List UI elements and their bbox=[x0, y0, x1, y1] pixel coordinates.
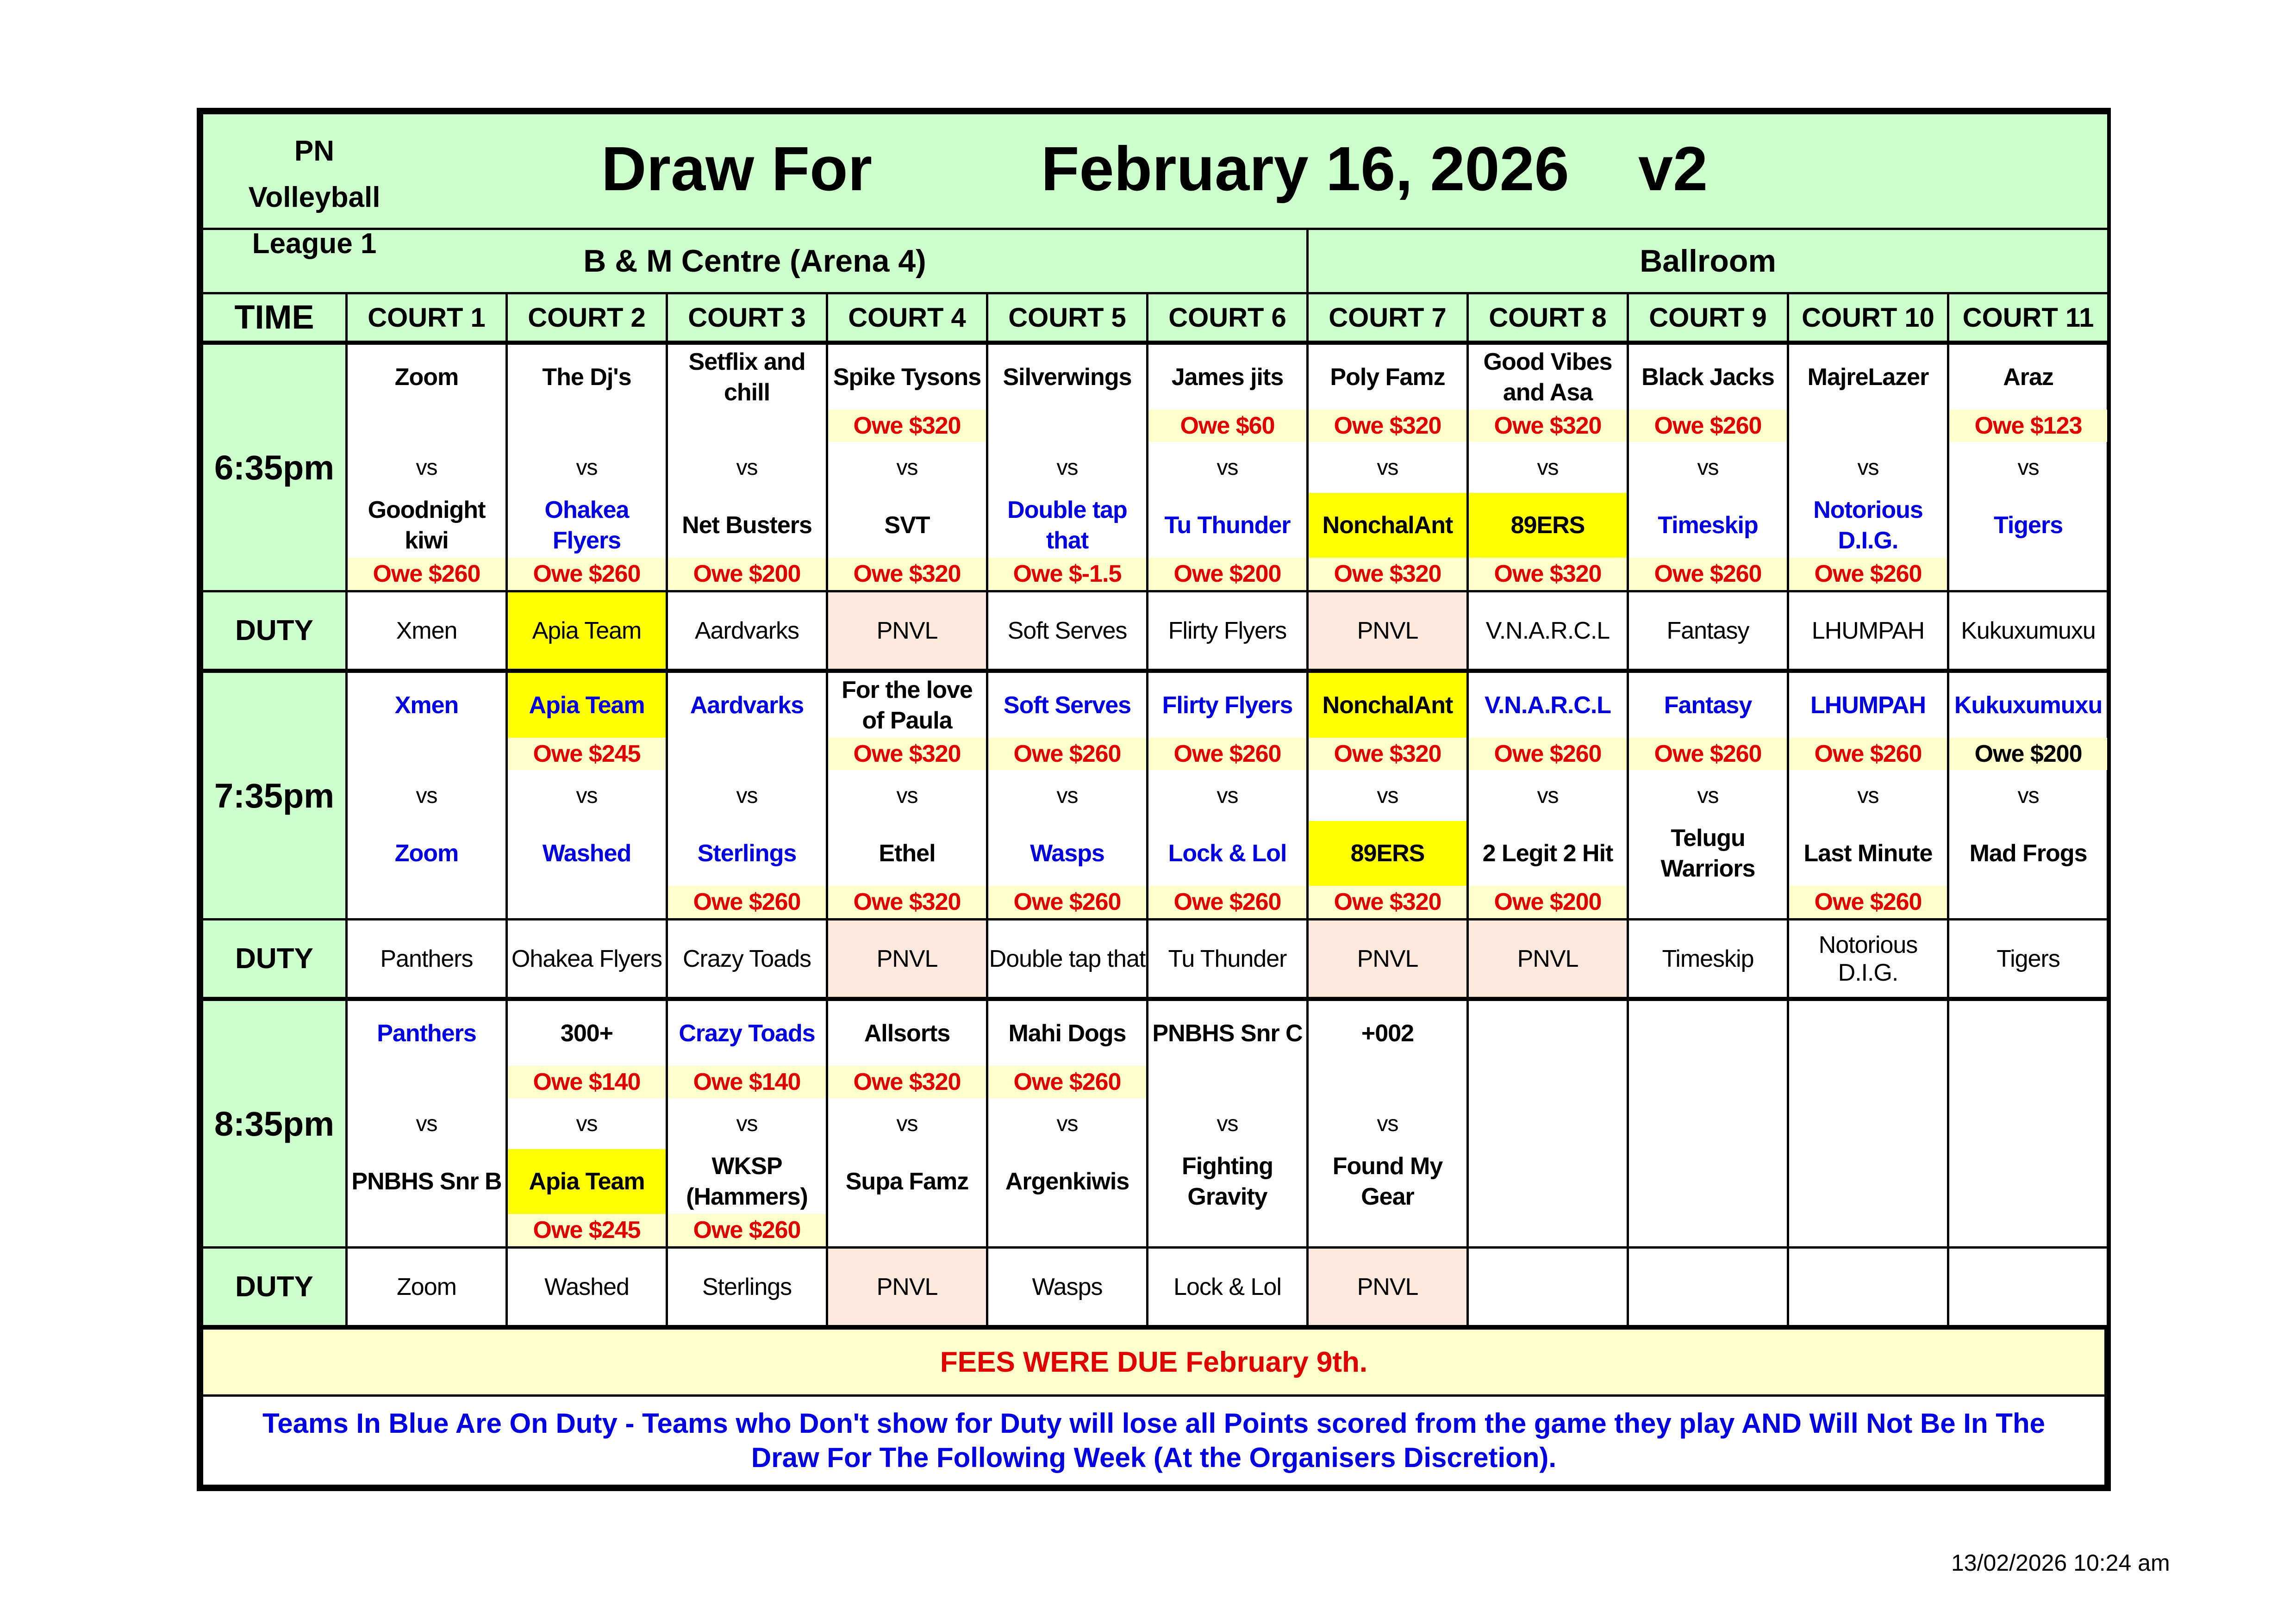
vs-label: vs bbox=[416, 1111, 437, 1136]
home-team: Zoom bbox=[394, 364, 459, 391]
duty-team: Zoom bbox=[347, 1248, 507, 1326]
home-team: LHUMPAH bbox=[1810, 692, 1926, 719]
slot-time: 6:35pm bbox=[202, 343, 347, 591]
duty-team: Flirty Flyers bbox=[1148, 591, 1308, 671]
match-cell bbox=[1628, 999, 1788, 1248]
duty-team: Crazy Toads bbox=[667, 920, 827, 999]
duty-team: PNVL bbox=[827, 920, 987, 999]
away-owe: Owe $260 bbox=[988, 886, 1146, 918]
duty-team bbox=[1948, 1248, 2109, 1326]
vs-label: vs bbox=[1217, 1111, 1238, 1136]
away-owe: Owe $320 bbox=[828, 886, 986, 918]
vs-label: vs bbox=[1857, 455, 1879, 480]
away-team bbox=[1629, 1149, 1787, 1214]
venue-left: B & M Centre (Arena 4) bbox=[202, 229, 1308, 293]
vs-label: vs bbox=[576, 1111, 598, 1136]
vs-label: vs bbox=[1377, 1111, 1398, 1136]
match-cell bbox=[1148, 671, 1308, 920]
home-owe: Owe $260 bbox=[1629, 410, 1787, 442]
away-owe: Owe $260 bbox=[1789, 886, 1947, 918]
away-owe: Owe $-1.5 bbox=[988, 558, 1146, 590]
slot-time: 7:35pm bbox=[202, 671, 347, 920]
duty-team: Tigers bbox=[1948, 920, 2109, 999]
match-cell bbox=[987, 671, 1148, 920]
away-owe: Owe $320 bbox=[1309, 558, 1466, 590]
duty-row bbox=[202, 1248, 2109, 1326]
away-team: Tigers bbox=[1994, 512, 2063, 539]
duty-team: PNVL bbox=[1308, 920, 1468, 999]
home-owe: Owe $60 bbox=[1148, 410, 1306, 442]
away-owe: Owe $260 bbox=[668, 886, 826, 918]
duty-team: PNVL bbox=[1468, 920, 1628, 999]
away-owe bbox=[348, 886, 505, 918]
match-cell bbox=[1948, 999, 2109, 1248]
away-team: Argenkiwis bbox=[1005, 1168, 1129, 1195]
home-team: Apia Team bbox=[508, 673, 666, 738]
away-owe bbox=[828, 1214, 986, 1246]
match-cell bbox=[507, 343, 667, 591]
away-team: 2 Legit 2 Hit bbox=[1482, 840, 1613, 867]
away-team: Ethel bbox=[879, 840, 936, 867]
home-team: V.N.A.R.C.L bbox=[1484, 692, 1611, 719]
home-owe bbox=[348, 1066, 505, 1098]
vs-label bbox=[1629, 1098, 1787, 1149]
match-cell bbox=[1948, 671, 2109, 920]
vs-label: vs bbox=[1217, 783, 1238, 808]
away-owe: Owe $260 bbox=[1789, 558, 1947, 590]
venue-right: Ballroom bbox=[1308, 229, 2109, 293]
home-team: 300+ bbox=[560, 1020, 613, 1047]
home-team bbox=[1629, 1001, 1787, 1066]
duty-team: Soft Serves bbox=[987, 591, 1148, 671]
away-owe: Owe $245 bbox=[508, 1214, 666, 1246]
match-cell bbox=[1148, 999, 1308, 1248]
match-cell bbox=[1788, 999, 1948, 1248]
draw-version: v2 bbox=[1638, 134, 1708, 204]
slot-time: 8:35pm bbox=[202, 999, 347, 1248]
match-cell bbox=[507, 999, 667, 1248]
duty-team: Notorious D.I.G. bbox=[1788, 920, 1948, 999]
duty-team: Aardvarks bbox=[667, 591, 827, 671]
match-cell bbox=[987, 999, 1148, 1248]
court-header-8: COURT 8 bbox=[1468, 293, 1628, 343]
duty-team: PNVL bbox=[1308, 591, 1468, 671]
duty-team bbox=[1788, 1248, 1948, 1326]
home-team: Araz bbox=[2003, 364, 2053, 391]
home-team: Xmen bbox=[394, 692, 459, 719]
away-team: Apia Team bbox=[508, 1149, 666, 1214]
home-owe: Owe $260 bbox=[1469, 738, 1627, 770]
vs-label: vs bbox=[1537, 783, 1559, 808]
vs-label: vs bbox=[736, 783, 758, 808]
match-cell bbox=[1148, 343, 1308, 591]
league-line-2: League 1 bbox=[252, 228, 377, 260]
home-owe: Owe $320 bbox=[1309, 738, 1466, 770]
home-owe bbox=[1949, 1066, 2107, 1098]
away-team: Found My Gear bbox=[1332, 1153, 1443, 1210]
home-team: NonchalAnt bbox=[1309, 673, 1466, 738]
home-team: Soft Serves bbox=[1003, 692, 1131, 719]
away-owe: Owe $260 bbox=[1629, 558, 1787, 590]
home-owe: Owe $320 bbox=[828, 1066, 986, 1098]
vs-label: vs bbox=[416, 783, 437, 808]
home-team: Kukuxumuxu bbox=[1954, 692, 2103, 719]
home-team: Spike Tysons bbox=[833, 364, 981, 391]
away-team: NonchalAnt bbox=[1309, 493, 1466, 558]
home-team: The Dj's bbox=[542, 364, 631, 391]
home-owe: Owe $320 bbox=[1309, 410, 1466, 442]
away-owe: Owe $320 bbox=[1469, 558, 1627, 590]
away-owe bbox=[1309, 1214, 1466, 1246]
away-owe bbox=[1949, 558, 2107, 590]
duty-label: DUTY bbox=[202, 591, 347, 671]
away-team: Washed bbox=[542, 840, 631, 867]
away-owe: Owe $200 bbox=[1148, 558, 1306, 590]
home-owe: Owe $320 bbox=[828, 738, 986, 770]
duty-team: PNVL bbox=[1308, 1248, 1468, 1326]
away-team: Telugu Warriors bbox=[1660, 825, 1755, 882]
duty-notice: Teams In Blue Are On Duty - Teams who Don't show for Duty will lose all Points scored from the game they play AND Will Not Be In The Draw For The Following Week (At the Organisers Discretion). bbox=[202, 1396, 2106, 1486]
away-owe bbox=[1148, 1214, 1306, 1246]
away-team: 89ERS bbox=[1469, 493, 1627, 558]
vs-label: vs bbox=[1217, 455, 1238, 480]
vs-label: vs bbox=[896, 455, 918, 480]
away-team: Zoom bbox=[394, 840, 459, 867]
match-cell bbox=[1468, 671, 1628, 920]
home-team bbox=[1469, 1001, 1627, 1066]
duty-team: V.N.A.R.C.L bbox=[1468, 591, 1628, 671]
duty-team bbox=[1468, 1248, 1628, 1326]
title-banner bbox=[202, 113, 2109, 260]
home-team: PNBHS Snr C bbox=[1152, 1020, 1303, 1047]
court-header-10: COURT 10 bbox=[1788, 293, 1948, 343]
vs-label bbox=[1949, 1098, 2107, 1149]
home-owe bbox=[668, 738, 826, 770]
home-team: James jits bbox=[1171, 364, 1284, 391]
away-team: Goodnight kiwi bbox=[368, 497, 486, 554]
vs-label: vs bbox=[1537, 455, 1559, 480]
draw-sheet bbox=[197, 108, 2111, 1491]
notice-table bbox=[201, 1327, 2107, 1487]
away-team: SVT bbox=[884, 512, 930, 539]
away-team: Notorious D.I.G. bbox=[1813, 497, 1923, 554]
match-cell bbox=[1788, 671, 1948, 920]
away-team: WKSP (Hammers) bbox=[686, 1153, 808, 1210]
home-team: Fantasy bbox=[1664, 692, 1752, 719]
duty-team: Kukuxumuxu bbox=[1948, 591, 2109, 671]
home-team: Good Vibes and Asa bbox=[1483, 348, 1612, 406]
home-owe bbox=[668, 410, 826, 442]
duty-team: Tu Thunder bbox=[1148, 920, 1308, 999]
league-name bbox=[229, 128, 400, 267]
duty-team: LHUMPAH bbox=[1788, 591, 1948, 671]
fees-notice: FEES WERE DUE February 9th. bbox=[202, 1329, 2106, 1396]
away-team: 89ERS bbox=[1309, 821, 1466, 886]
vs-label: vs bbox=[896, 1111, 918, 1136]
duty-team: Timeskip bbox=[1628, 920, 1788, 999]
duty-team: PNVL bbox=[827, 1248, 987, 1326]
match-cell bbox=[667, 343, 827, 591]
away-owe: Owe $320 bbox=[1309, 886, 1466, 918]
match-cell bbox=[667, 671, 827, 920]
court-header-2: COURT 2 bbox=[507, 293, 667, 343]
away-owe: Owe $260 bbox=[668, 1214, 826, 1246]
match-cell bbox=[1788, 343, 1948, 591]
away-owe: Owe $200 bbox=[668, 558, 826, 590]
home-owe bbox=[1629, 1066, 1787, 1098]
home-team: For the love of Paula bbox=[842, 677, 973, 734]
time-header: TIME bbox=[202, 293, 347, 343]
match-cell bbox=[827, 671, 987, 920]
duty-team: Panthers bbox=[347, 920, 507, 999]
duty-team: Sterlings bbox=[667, 1248, 827, 1326]
home-owe bbox=[1148, 1066, 1306, 1098]
away-owe: Owe $260 bbox=[508, 558, 666, 590]
match-cell bbox=[347, 343, 507, 591]
home-owe: Owe $260 bbox=[1629, 738, 1787, 770]
vs-label: vs bbox=[1697, 455, 1719, 480]
away-team: Sterlings bbox=[697, 840, 797, 867]
away-owe bbox=[1469, 1214, 1627, 1246]
home-owe bbox=[1789, 1066, 1947, 1098]
away-team: Lock & Lol bbox=[1168, 840, 1287, 867]
away-team: PNBHS Snr B bbox=[351, 1168, 502, 1195]
away-owe: Owe $260 bbox=[348, 558, 505, 590]
duty-team: Apia Team bbox=[507, 591, 667, 671]
duty-team: Lock & Lol bbox=[1148, 1248, 1308, 1326]
duty-team: Double tap that bbox=[987, 920, 1148, 999]
home-owe: Owe $260 bbox=[988, 738, 1146, 770]
duty-team bbox=[1628, 1248, 1788, 1326]
slot-row bbox=[202, 343, 2109, 591]
home-team: Panthers bbox=[377, 1020, 476, 1047]
away-owe bbox=[1629, 886, 1787, 918]
match-cell bbox=[1308, 999, 1468, 1248]
home-team bbox=[1789, 1001, 1947, 1066]
home-owe: Owe $140 bbox=[508, 1066, 666, 1098]
draw-for-label: Draw For bbox=[601, 134, 873, 204]
vs-label: vs bbox=[576, 455, 598, 480]
match-cell bbox=[1468, 999, 1628, 1248]
away-team: Fighting Gravity bbox=[1181, 1153, 1273, 1210]
home-owe: Owe $320 bbox=[1469, 410, 1627, 442]
match-cell bbox=[347, 671, 507, 920]
match-cell bbox=[1468, 343, 1628, 591]
vs-label: vs bbox=[1377, 455, 1398, 480]
away-team: Wasps bbox=[1030, 840, 1104, 867]
vs-label: vs bbox=[2017, 455, 2039, 480]
home-owe: Owe $260 bbox=[988, 1066, 1146, 1098]
home-team: +002 bbox=[1361, 1020, 1414, 1047]
match-cell bbox=[827, 343, 987, 591]
home-owe: Owe $260 bbox=[1789, 738, 1947, 770]
home-team: Flirty Flyers bbox=[1162, 692, 1293, 719]
match-cell bbox=[667, 999, 827, 1248]
match-cell bbox=[1948, 343, 2109, 591]
vs-label: vs bbox=[1857, 783, 1879, 808]
home-team: Black Jacks bbox=[1641, 364, 1774, 391]
duty-label: DUTY bbox=[202, 920, 347, 999]
match-cell bbox=[827, 999, 987, 1248]
duty-team: Xmen bbox=[347, 591, 507, 671]
vs-label: vs bbox=[1697, 783, 1719, 808]
home-owe: Owe $200 bbox=[1949, 738, 2107, 770]
home-team: MajreLazer bbox=[1807, 364, 1929, 391]
away-owe bbox=[348, 1214, 505, 1246]
vs-label: vs bbox=[1056, 1111, 1078, 1136]
home-team bbox=[1949, 1001, 2107, 1066]
home-owe bbox=[1309, 1066, 1466, 1098]
court-header-9: COURT 9 bbox=[1628, 293, 1788, 343]
vs-label: vs bbox=[416, 455, 437, 480]
away-team: Tu Thunder bbox=[1164, 512, 1291, 539]
match-cell bbox=[987, 343, 1148, 591]
away-owe: Owe $320 bbox=[828, 558, 986, 590]
away-team: Double tap that bbox=[1007, 497, 1127, 554]
league-line-1: PN Volleyball bbox=[248, 135, 381, 213]
away-team bbox=[1949, 1149, 2107, 1214]
away-owe bbox=[988, 1214, 1146, 1246]
duty-team: Fantasy bbox=[1628, 591, 1788, 671]
vs-label: vs bbox=[736, 1111, 758, 1136]
home-owe bbox=[1789, 410, 1947, 442]
court-header-6: COURT 6 bbox=[1148, 293, 1308, 343]
vs-label bbox=[1469, 1098, 1627, 1149]
home-team: Mahi Dogs bbox=[1008, 1020, 1126, 1047]
slot-row bbox=[202, 999, 2109, 1248]
away-owe bbox=[1789, 1214, 1947, 1246]
vs-label: vs bbox=[576, 783, 598, 808]
draw-date: February 16, 2026 bbox=[1041, 134, 1569, 204]
duty-row bbox=[202, 591, 2109, 671]
court-header-5: COURT 5 bbox=[987, 293, 1148, 343]
home-team: Silverwings bbox=[1003, 364, 1132, 391]
match-cell bbox=[507, 671, 667, 920]
away-team bbox=[1469, 1149, 1627, 1214]
vs-label: vs bbox=[1056, 783, 1078, 808]
home-owe: Owe $245 bbox=[508, 738, 666, 770]
vs-label: vs bbox=[896, 783, 918, 808]
away-team: Net Busters bbox=[682, 512, 812, 539]
duty-team: PNVL bbox=[827, 591, 987, 671]
match-cell bbox=[347, 999, 507, 1248]
home-team: Setflix and chill bbox=[688, 348, 805, 406]
vs-label bbox=[1789, 1098, 1947, 1149]
home-team: Crazy Toads bbox=[679, 1020, 815, 1047]
home-owe: Owe $140 bbox=[668, 1066, 826, 1098]
court-header-7: COURT 7 bbox=[1308, 293, 1468, 343]
home-owe bbox=[348, 738, 505, 770]
court-header-3: COURT 3 bbox=[667, 293, 827, 343]
home-team: Allsorts bbox=[864, 1020, 950, 1047]
home-owe bbox=[508, 410, 666, 442]
home-owe: Owe $123 bbox=[1949, 410, 2107, 442]
home-team: Aardvarks bbox=[690, 692, 804, 719]
home-owe bbox=[348, 410, 505, 442]
duty-label: DUTY bbox=[202, 1248, 347, 1326]
away-owe: Owe $260 bbox=[1148, 886, 1306, 918]
vs-label: vs bbox=[1377, 783, 1398, 808]
away-owe bbox=[1629, 1214, 1787, 1246]
away-owe bbox=[508, 886, 666, 918]
away-team: Last Minute bbox=[1803, 840, 1933, 867]
away-team bbox=[1789, 1149, 1947, 1214]
away-owe bbox=[1949, 1214, 2107, 1246]
court-header-1: COURT 1 bbox=[347, 293, 507, 343]
match-cell bbox=[1308, 343, 1468, 591]
print-timestamp: 13/02/2026 10:24 am bbox=[1951, 1550, 2170, 1576]
vs-label: vs bbox=[1056, 455, 1078, 480]
duty-row bbox=[202, 920, 2109, 999]
home-owe bbox=[1469, 1066, 1627, 1098]
away-team: Ohakea Flyers bbox=[544, 497, 629, 554]
court-header-11: COURT 11 bbox=[1948, 293, 2109, 343]
away-owe bbox=[1949, 886, 2107, 918]
court-header-4: COURT 4 bbox=[827, 293, 987, 343]
match-cell bbox=[1628, 671, 1788, 920]
away-owe: Owe $200 bbox=[1469, 886, 1627, 918]
vs-label: vs bbox=[736, 455, 758, 480]
duty-team: Wasps bbox=[987, 1248, 1148, 1326]
match-cell bbox=[1308, 671, 1468, 920]
slot-row bbox=[202, 671, 2109, 920]
duty-team: Washed bbox=[507, 1248, 667, 1326]
match-cell bbox=[1628, 343, 1788, 591]
draw-table bbox=[201, 112, 2109, 1327]
home-team: Poly Famz bbox=[1330, 364, 1445, 391]
away-team: Mad Frogs bbox=[1969, 840, 2087, 867]
home-owe: Owe $260 bbox=[1148, 738, 1306, 770]
away-team: Supa Famz bbox=[845, 1168, 969, 1195]
home-owe: Owe $320 bbox=[828, 410, 986, 442]
away-team: Timeskip bbox=[1658, 512, 1758, 539]
vs-label: vs bbox=[2017, 783, 2039, 808]
home-owe bbox=[988, 410, 1146, 442]
duty-team: Ohakea Flyers bbox=[507, 920, 667, 999]
